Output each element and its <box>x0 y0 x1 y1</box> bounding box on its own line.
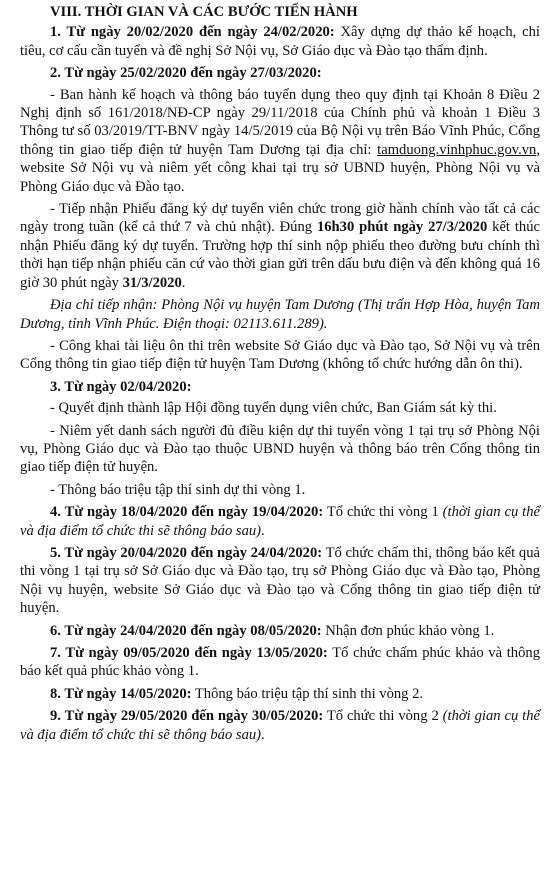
step-2-para-2-a: - Tiếp nhận Phiếu đăng ký dự tuyển viên chức trong giờ hành chính vào tất cả các ngày trong tuần (kể cả thứ 7 và chủ nhật). Đúng <box>20 201 540 236</box>
step-8-text: Thông báo triệu tập thí sinh thi vòng 2. <box>191 685 424 702</box>
step-1 <box>20 23 540 60</box>
step-5 <box>20 544 540 618</box>
step-3-para-3: - Thông báo triệu tập thí sinh dự thi vòng 1. <box>50 481 306 498</box>
step-6-text: Nhận đơn phúc khảo vòng 1. <box>321 622 495 639</box>
step-9-note: (thời gian cụ thể và địa điểm tổ chức thi sẽ thông báo sau) <box>20 708 540 743</box>
step-2-para-1-a: - Ban hành kế hoạch và thông báo tuyển dụng theo quy định tại Khoản 8 Điều 2 Nghị định số 161/2018/NĐ-CP ngày 29/11/2018 của Chính phủ và khoản 1 Điều 3 Thông tư số 03/2019/TT-BNV ngày 14/5/2019 của Bộ Nội vụ trên Báo Vĩnh Phúc, Cổng thông tin giao tiếp điện tử huyện Tam Dương tại địa chỉ: <box>20 86 540 158</box>
step-3-label: 3. Từ ngày 02/04/2020: <box>50 378 192 395</box>
step-9-label: 9. Từ ngày 29/05/2020 đến ngày 30/05/2020: <box>50 708 324 725</box>
step-2-para-1-b: , website Sở Nội vụ và niêm yết công khai tại trụ sở UBND huyện, Phòng Nội vụ và Phòng Giáo dục và Đào tạo. <box>20 141 540 195</box>
step-9-end: . <box>261 726 265 743</box>
website-link[interactable]: tamduong.vinhphuc.gov.vn <box>377 141 537 158</box>
section-heading: VIII. THỜI GIAN VÀ CÁC BƯỚC TIẾN HÀNH <box>50 4 358 20</box>
step-7-text: Tổ chức chấm phúc khảo và thông báo kết quả phúc khảo vòng 1. <box>20 645 540 680</box>
step-6-label: 6. Từ ngày 24/04/2020 đến ngày 08/05/2020: <box>50 622 322 639</box>
step-1-text: Xây dựng dự thảo kế hoạch, chỉ tiêu, cơ cấu cần tuyển và đề nghị Sở Nội vụ, Sở Giáo dục và Đào tạo thẩm định. <box>20 24 540 59</box>
step-2-label: 2. Từ ngày 25/02/2020 đến ngày 27/03/2020: <box>50 65 322 82</box>
step-8-label: 8. Từ ngày 14/05/2020: <box>50 685 192 702</box>
step-4 <box>20 503 540 540</box>
step-2-para-4: - Công khai tài liệu ôn thi trên website Sở Giáo dục và Đào tạo, Sở Nội vụ và trên Cổng thông tin giao tiếp điện tử huyện Tam Dương (không tổ chức hướng dẫn ôn thi). <box>20 337 540 373</box>
step-5-label: 5. Từ ngày 20/04/2020 đến ngày 24/04/2020: <box>50 544 323 561</box>
step-1-label: 1. Từ ngày 20/02/2020 đến ngày 24/02/2020: <box>50 24 335 41</box>
step-2-para-2-b: kết thúc nhận Phiếu đăng ký dự tuyển. Trường hợp thí sinh nộp phiếu theo đường bưu chính thì thời hạn tiếp nhận phiếu căn cứ vào thời gian gửi trên dấu bưu điện và đến không quá 16 giờ 30 phút ngày <box>20 219 540 291</box>
deadline-time: 16h30 phút ngày 27/3/2020 <box>316 219 488 236</box>
receiving-address: Địa chỉ tiếp nhận: Phòng Nội vụ huyện Tam Dương (Thị trấn Hợp Hòa, huyện Tam Dương, tỉnh Vĩnh Phúc. Điện thoại: 02113.611.289). <box>20 297 540 332</box>
step-4-label: 4. Từ ngày 18/04/2020 đến ngày 19/04/2020: <box>50 504 324 521</box>
step-4-note: (thời gian cụ thể và địa điểm tổ chức thi sẽ thông báo sau) <box>20 504 540 539</box>
postal-deadline-date: 31/3/2020 <box>122 274 182 291</box>
step-7-label: 7. Từ ngày 09/05/2020 đến ngày 13/05/2020: <box>50 645 328 661</box>
step-2-para-2-c: . <box>181 274 186 291</box>
step-3-para-2: - Niêm yết danh sách người đủ điều kiện dự thi tuyển vòng 1 tại trụ sở Phòng Nội vụ, Phòng Giáo dục và Đào tạo thuộc UBND huyện và thông báo trên Cổng thông tin giao tiếp điện tử huyện. <box>20 422 540 476</box>
step-4-text: Tổ chức thi vòng 1 <box>323 504 443 521</box>
step-9-text: Tổ chức thi vòng 2 <box>323 708 443 725</box>
step-8 <box>20 685 540 703</box>
document-page <box>0 3 560 871</box>
step-6 <box>20 622 540 640</box>
step-2-para-1 <box>20 86 540 196</box>
step-2-para-2 <box>20 200 540 292</box>
step-7 <box>20 644 540 681</box>
step-3-para-1: - Quyết định thành lập Hội đồng tuyển dụng viên chức, Ban Giám sát kỳ thi. <box>50 400 497 417</box>
step-5-text: Tổ chức chấm thi, thông báo kết quả thi vòng 1 tại trụ sở Sở Giáo dục và Đào tạo, trụ sở Phòng Giáo dục và Đào tạo, Phòng Nội vụ huyện, website Sở Giáo dục và Đào tạo và Cổng thông tin giao tiếp điện tử huyện. <box>20 544 540 617</box>
step-9 <box>20 707 540 744</box>
step-4-end: . <box>261 522 265 539</box>
